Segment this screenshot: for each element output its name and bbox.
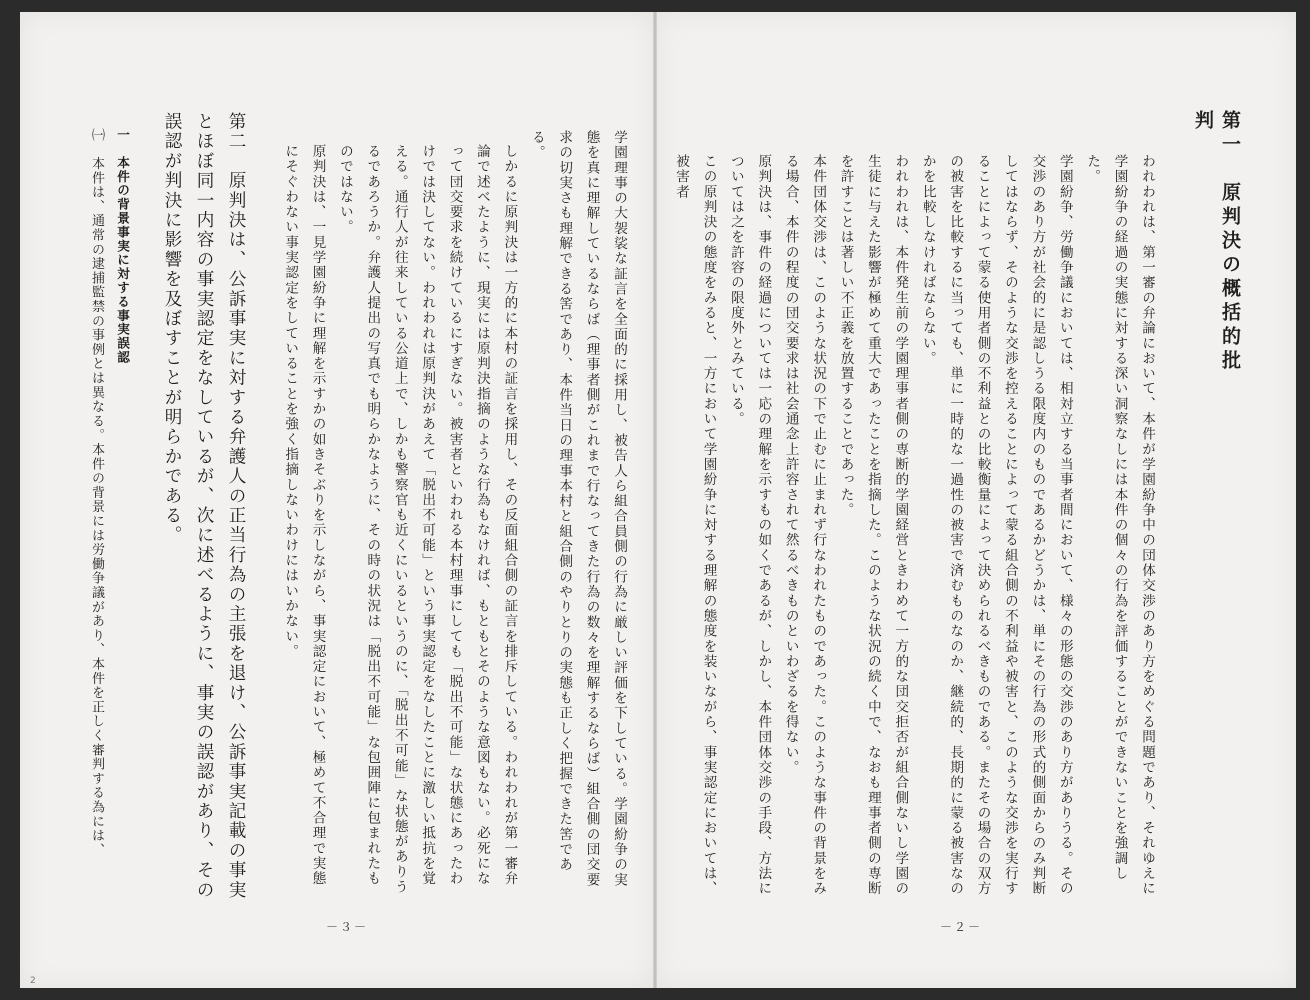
section-title: 第一 原判決の概括的批判 xyxy=(1192,110,1241,374)
section-2-text: 第二 原判決は、公訴事実に対する弁護人の正当行為の主張を退け、公訴事実記載の事実とほぼ同一内容の事実認定をなしているが、次に述べるように、事実の誤認があり、その誤認が判決に影響を及ぼすことが明らかである。 xyxy=(162,112,246,900)
paragraph: 本件団体交渉は、このような状況の下で止むに止まれず行なわれたものであった。このような事件の背景をみる場合、本件の程度の団交要求は社会通念上許容されて然るべきものといわざるを得ない。 xyxy=(782,153,827,896)
paragraph: しかるに原判決は一方的に本村の証言を採用し、その反面組合側の証言を排斥している。われわれが第一審弁論で述べたように、現実には原判決指摘のような行為もなければ、もともとそのような意図もない。必死になって団交要求を続けているにすぎない。被害者といわれる本村理事にしても「脱出不可能」な状態にあったわけでは決してない。われわれは原判決があえて「脱出不可能」という事実認定をなしたことに激しい抵抗を覚える。通行人が往来している公道上で、しかも警察官も近くにいるというのに、「脱出不可能」な状態がありうるであろうか。弁護人提出の写真でも明らかなように、その時の状況は「脱出不可能」な包囲陣に包まれたものではない。 xyxy=(336,143,518,895)
right-page-body xyxy=(673,140,1160,910)
paragraph: われわれは、第一審の弁論において、本件が学園紛争中の団体交渉のあり方をめぐる問題であり、それゆえに学園紛争の経過の実態に対する深い洞察なしには本件の個々の行為を評価することができないことを強調した。 xyxy=(1084,153,1155,896)
paragraph: 学園理事の大袈裟な証言を全面的に採用し、被告人ら組合員側の行為に厳しい評価を下している。学園紛争の実態を真に理解しているならば（理事者側がこれまで行なってきた行為の数々を理解するならば）組合側の団交要求の切実さも理解できる筈であり、本件当日の理事本村と組合側のやりとりの実態も正しく把握できた筈である。 xyxy=(528,130,627,888)
item-text: ㈠ 本件は、通常の逮捕監禁の事例とは異なる。本件の背景には労働争議があり、本件を正しく審判する為には、 xyxy=(89,128,104,858)
paragraph: 学園紛争、労働争議においては、相対立する当事者間において、様々の形態の交渉のあり方がありうる。その交渉のあり方が社会的に是認しうる限度内のものであるかどうかは、単にその行為の形式的側面からのみ判断してはならず、そのような交渉を控えることによって蒙る組合側の不利益や被害と、このような交渉を実行することによって蒙る使用者側の不利益との比較衡量によって決められるべきものである。またその場合の双方の被害を比較するに当っても、単に一時的な一過性の被害で済むものなのか、継続的、長期的に蒙る被害なのかを比較しなければならない。 xyxy=(919,153,1073,896)
page-number: －２－ xyxy=(940,920,983,934)
page-number: －３－ xyxy=(326,920,369,934)
paragraph: 原判決は、一見学園紛争に理解を示すかの如きそぶりを示しながら、事実認定において、極めて不合理で実態にそぐわない事実認定をしていることを強く指摘しないわけにはいかない。 xyxy=(282,143,326,886)
corner-mark: 2 xyxy=(30,976,36,986)
paragraph: この原判決の態度をみると、一方において学園紛争に対する理解の態度を装いながら、事実認定においては、被害者 xyxy=(673,153,717,896)
paragraph: われわれは、本件発生前の学園理事者側の専断的学園経営ときわめて一方的な団交拒否が組合側ないし学園の生徒に与えた影響が極めて重大であったことを指摘した。このような状況の続く中で、なおも理事者側の専断を許すことは著しい不正義を放置することであった。 xyxy=(837,153,909,896)
left-page-body xyxy=(262,130,632,900)
page-fold xyxy=(653,12,657,988)
paragraph: 原判決は、事件の経過については一応の理解を示すもの如くであるが、しかし、本件団体交渉の手段、方法については之を許容の限度外とみている。 xyxy=(727,153,772,896)
subheading: 一 本件の背景事実に対する事実誤認 xyxy=(115,128,130,365)
